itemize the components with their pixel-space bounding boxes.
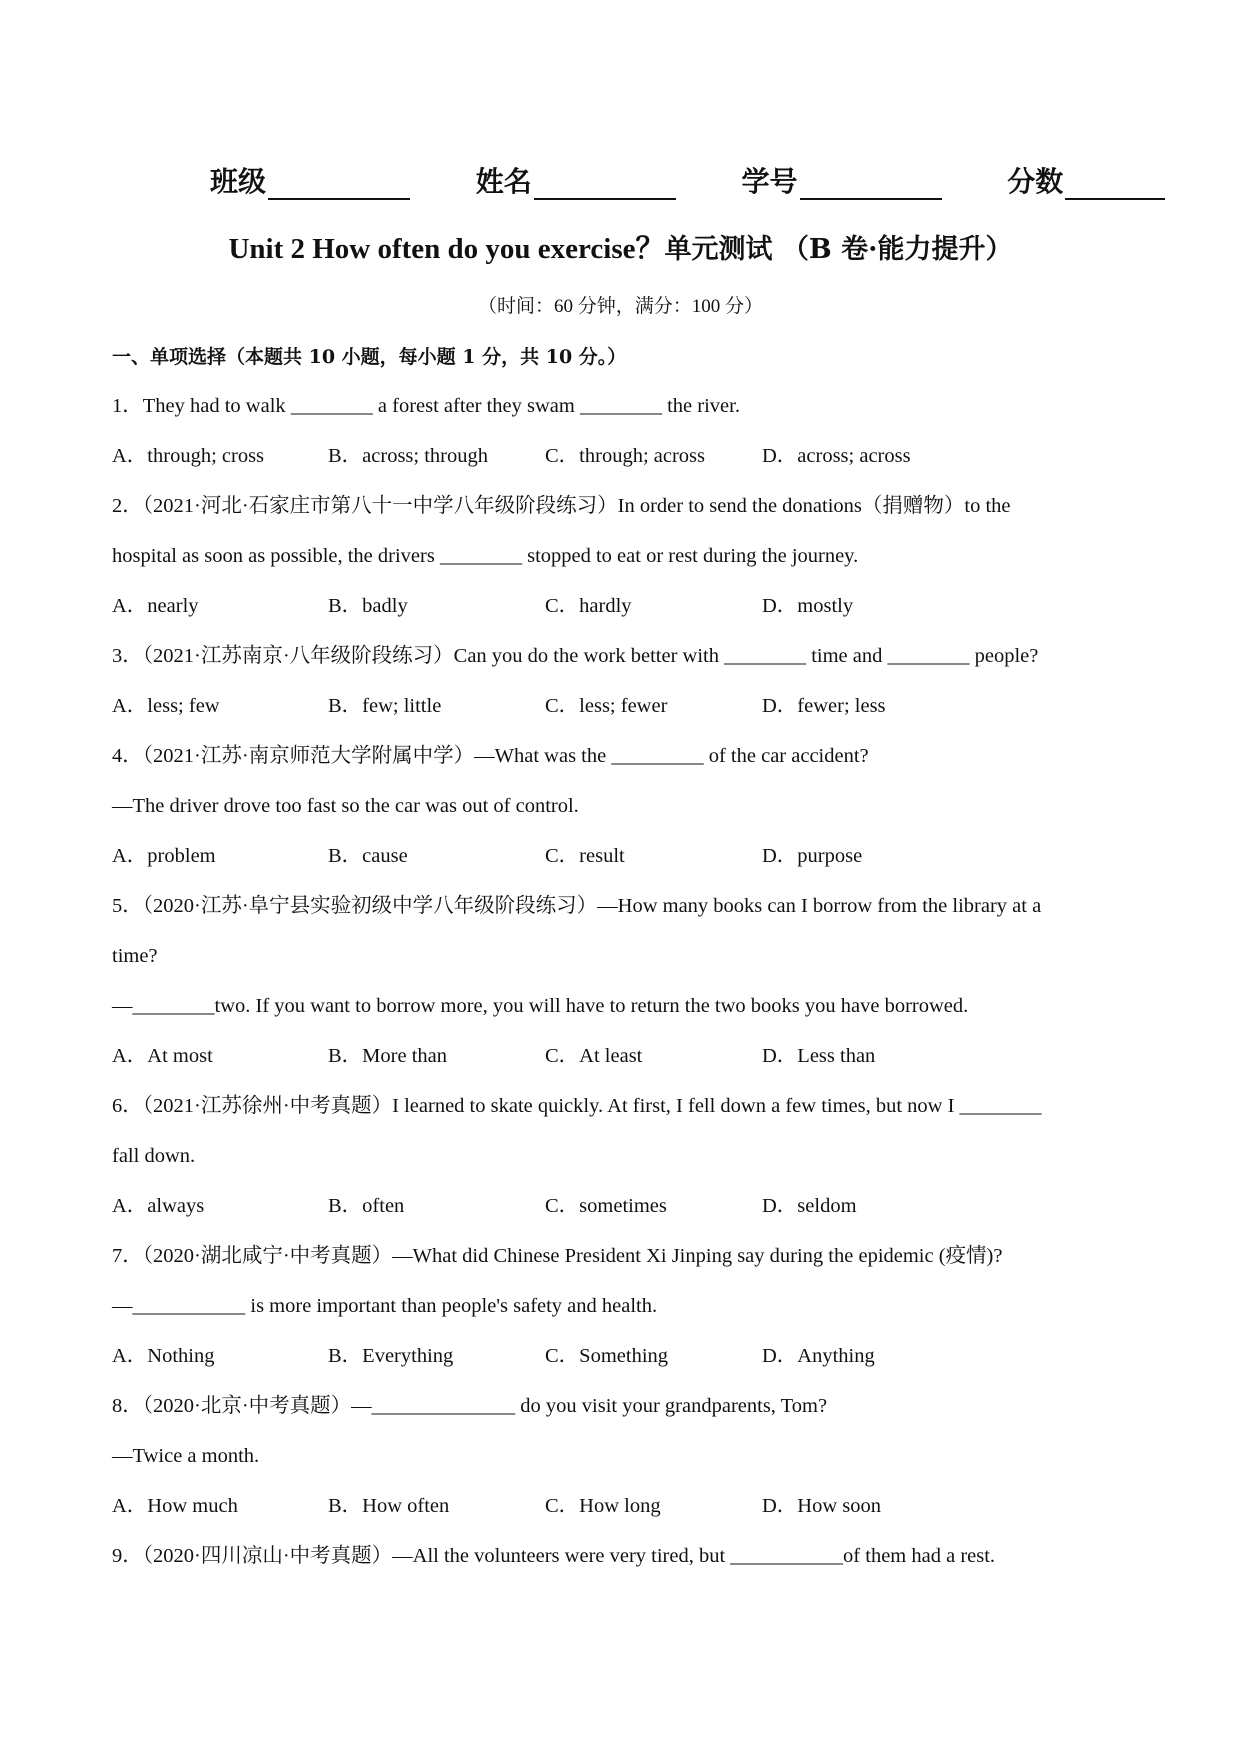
question-5-answer-line: —________two. If you want to borrow more, you will have to return the two books you have borrowed. — [112, 995, 969, 1017]
exam-title-cn: 单元测试 （B 卷·能力提升） — [664, 234, 1013, 265]
exam-time-info: （时间：60 分钟，满分：100 分） — [477, 296, 763, 317]
student-info-line — [210, 160, 1140, 200]
q2-option-a: A．nearly — [112, 595, 199, 617]
question-7-answer-line: —___________ is more important than people's safety and health. — [112, 1295, 658, 1317]
class-blank — [268, 170, 410, 200]
question-3-text: 3．（2021·江苏南京·八年级阶段练习）Can you do the work better with ________ time and ________ people? — [112, 645, 1039, 667]
q1-option-c: C．through; across — [545, 445, 705, 467]
q4-option-d: D．purpose — [762, 845, 863, 867]
question-1-text: 1．They had to walk ________ a forest after they swam ________ the river. — [112, 395, 740, 417]
q1-option-a: A．through; cross — [112, 445, 265, 467]
q1-option-b: B．across; through — [328, 445, 488, 467]
student-id-label: 学号 — [741, 165, 798, 198]
question-6-text: 6．（2021·江苏徐州·中考真题）I learned to skate quickly. At first, I fell down a few times, but now I ________ — [112, 1095, 1042, 1117]
question-5-text-cont: time? — [112, 945, 158, 967]
q5-option-c: C．At least — [545, 1045, 643, 1067]
q5-option-d: D．Less than — [762, 1045, 876, 1067]
q8-option-a: A．How much — [112, 1495, 238, 1517]
score-label: 分数 — [1007, 165, 1064, 198]
q7-option-a: A．Nothing — [112, 1345, 215, 1367]
q8-option-c: C．How long — [545, 1495, 661, 1517]
class-label: 班级 — [210, 165, 267, 198]
question-4-text: 4．（2021·江苏·南京师范大学附属中学）—What was the _________ of the car accident? — [112, 745, 869, 767]
q8-option-b: B．How often — [328, 1495, 450, 1517]
q3-option-a: A．less; few — [112, 695, 220, 717]
q7-option-d: D．Anything — [762, 1345, 875, 1367]
name-blank — [534, 170, 676, 200]
score-field — [1007, 160, 1165, 200]
exam-title-en: Unit 2 How often do you exercise？ — [228, 233, 665, 265]
student-id-blank — [800, 170, 942, 200]
student-id-field — [742, 160, 942, 200]
q2-option-c: C．hardly — [545, 595, 632, 617]
q2-option-d: D．mostly — [762, 595, 854, 617]
question-5-text: 5．（2020·江苏·阜宁县实验初级中学八年级阶段练习）—How many books can I borrow from the library at a — [112, 895, 1042, 917]
class-field — [210, 160, 410, 200]
name-field — [476, 160, 676, 200]
question-2-text-cont: hospital as soon as possible, the drivers ________ stopped to eat or rest during the journey. — [112, 545, 859, 567]
q6-option-a: A．always — [112, 1195, 205, 1217]
score-blank — [1065, 170, 1165, 200]
name-label: 姓名 — [475, 165, 532, 198]
question-8-answer-line: —Twice a month. — [112, 1445, 260, 1467]
question-4-answer-line: —The driver drove too fast so the car was out of control. — [112, 795, 579, 817]
q1-option-d: D．across; across — [762, 445, 911, 467]
question-6-text-cont: fall down. — [112, 1145, 196, 1167]
q5-option-a: A．At most — [112, 1045, 213, 1067]
q4-option-b: B．cause — [328, 845, 408, 867]
exam-title — [0, 226, 1241, 267]
q6-option-b: B．often — [328, 1195, 405, 1217]
q3-option-b: B．few; little — [328, 695, 442, 717]
section-heading: 一、单项选择（本题共 10 小题，每小题 1 分，共 10 分。） — [112, 346, 627, 368]
question-7-text: 7．（2020·湖北咸宁·中考真题）—What did Chinese President Xi Jinping say during the epidemic (疫情)? — [112, 1245, 1003, 1267]
question-9-text: 9．（2020·四川凉山·中考真题）—All the volunteers were very tired, but ___________of them had a rest. — [112, 1545, 996, 1567]
question-8-text: 8．（2020·北京·中考真题）—______________ do you visit your grandparents, Tom? — [112, 1395, 828, 1417]
q6-option-c: C．sometimes — [545, 1195, 667, 1217]
q5-option-b: B．More than — [328, 1045, 447, 1067]
q4-option-a: A．problem — [112, 845, 216, 867]
q7-option-b: B．Everything — [328, 1345, 454, 1367]
q8-option-d: D．How soon — [762, 1495, 882, 1517]
q3-option-d: D．fewer; less — [762, 695, 886, 717]
q3-option-c: C．less; fewer — [545, 695, 668, 717]
q2-option-b: B．badly — [328, 595, 408, 617]
q4-option-c: C．result — [545, 845, 625, 867]
q7-option-c: C．Something — [545, 1345, 669, 1367]
q6-option-d: D．seldom — [762, 1195, 857, 1217]
question-2-text: 2．（2021·河北·石家庄市第八十一中学八年级阶段练习）In order to send the donations（捐赠物）to the — [112, 495, 1011, 517]
